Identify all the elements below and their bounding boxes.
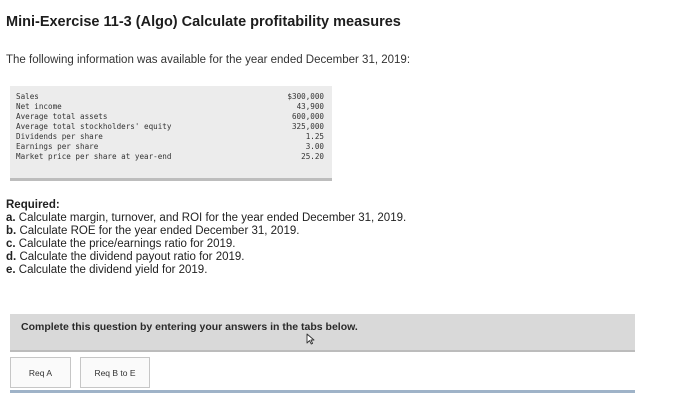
row-label: Net income xyxy=(16,102,62,111)
requirement-letter: c. xyxy=(6,238,16,250)
requirement-item xyxy=(6,251,406,264)
requirement-item xyxy=(6,225,406,238)
tab-req-b-to-e[interactable]: Req B to E xyxy=(80,357,150,388)
required-heading: Required: xyxy=(6,199,60,211)
instruction-banner xyxy=(10,314,635,352)
table-row xyxy=(16,92,324,102)
table-row xyxy=(16,122,324,132)
table-row xyxy=(16,152,324,162)
row-label: Earnings per share xyxy=(16,142,99,151)
table-row xyxy=(16,132,324,142)
row-value: 600,000 xyxy=(291,112,324,121)
row-label: Sales xyxy=(16,92,39,101)
row-value: 43,900 xyxy=(296,102,324,111)
row-label: Average total assets xyxy=(16,112,108,121)
requirement-item xyxy=(6,264,406,277)
row-value: 3.00 xyxy=(305,142,324,151)
table-row xyxy=(16,142,324,152)
requirement-text: Calculate margin, turnover, and ROI for the year ended December 31, 2019. xyxy=(18,212,407,224)
row-value: 1.25 xyxy=(305,132,324,141)
row-value: $300,000 xyxy=(287,92,324,101)
requirement-letter: d. xyxy=(6,251,17,263)
row-label: Dividends per share xyxy=(16,132,103,141)
row-value: 25.20 xyxy=(301,152,324,161)
row-label: Market price per share at year-end xyxy=(16,152,172,161)
requirement-text: Calculate the price/earnings ratio for 2019. xyxy=(18,238,236,250)
table-row xyxy=(16,112,324,122)
answer-tabs xyxy=(10,352,635,393)
requirement-item xyxy=(6,238,406,251)
requirement-letter: a. xyxy=(6,212,16,224)
requirement-letter: e. xyxy=(6,264,16,276)
requirement-text: Calculate the dividend yield for 2019. xyxy=(18,264,208,276)
row-label: Average total stockholders' equity xyxy=(16,122,172,131)
row-value: 325,000 xyxy=(291,122,324,131)
mouse-pointer-icon xyxy=(306,333,315,345)
table-row xyxy=(16,102,324,112)
financial-data-table xyxy=(10,86,332,181)
intro-text: The following information was available for the year ended December 31, 2019: xyxy=(6,54,411,66)
required-section xyxy=(6,199,406,277)
requirement-item xyxy=(6,212,406,225)
requirement-letter: b. xyxy=(6,225,17,237)
requirement-text: Calculate ROE for the year ended December 31, 2019. xyxy=(19,225,300,237)
tab-req-a[interactable]: Req A xyxy=(10,357,71,388)
page-title: Mini-Exercise 11-3 (Algo) Calculate profitability measures xyxy=(6,14,401,30)
requirement-text: Calculate the dividend payout ratio for 2019. xyxy=(19,251,245,263)
instruction-text: Complete this question by entering your answers in the tabs below. xyxy=(21,321,358,333)
